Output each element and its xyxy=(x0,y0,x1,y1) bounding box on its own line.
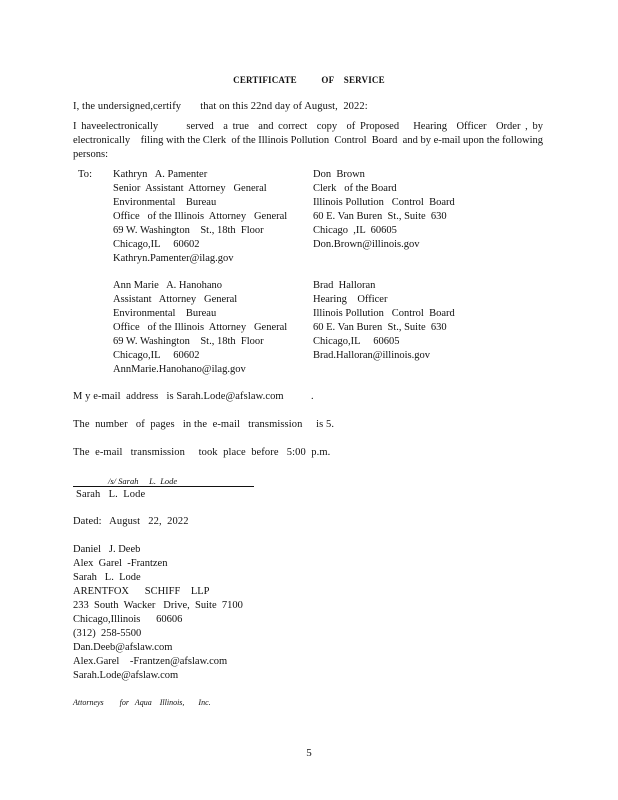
email-address: Don.Brown@illinois.gov xyxy=(313,239,420,250)
email-address: Brad.Halloran@illinois.gov xyxy=(313,350,430,361)
address-line: Clerk of the Board xyxy=(313,183,397,194)
address-line: Chicago ,IL 60605 xyxy=(313,225,397,236)
address-line: Hearing Officer xyxy=(313,294,388,305)
recipient-brad-halloran xyxy=(313,279,455,363)
email-address: Alex.Garel -Frantzen@afslaw.com xyxy=(73,656,228,667)
my-email-line: M y e-mail address is Sarah.Lode@afslaw.com . xyxy=(73,391,314,402)
address-line: Environmental Bureau xyxy=(113,197,217,208)
address-line: Brad Halloran xyxy=(313,280,376,291)
address-line: Ann Marie A. Hanohano xyxy=(113,280,223,291)
firm-city: Chicago,Illinois 60606 xyxy=(73,614,183,625)
service-paragraph: I haveelectronically served a true and correct copy of Proposed Hearing Officer Order , by electronically filing with the Clerk of the Illinois Pollution Control Board and by e-mail upon the following persons: xyxy=(73,121,549,160)
address-line: Illinois Pollution Control Board xyxy=(313,197,455,208)
address-line: Assistant Attorney General xyxy=(113,294,238,305)
firm-phone: (312) 258-5500 xyxy=(73,628,142,639)
address-line: 60 E. Van Buren St., Suite 630 xyxy=(313,211,447,222)
firm-name: ARENTFOX SCHIFF LLP xyxy=(73,586,210,597)
address-line: Environmental Bureau xyxy=(113,308,217,319)
document-title: CERTIFICATE OF SERVICE xyxy=(233,75,385,85)
attorneys-for-line: Attorneys for Aqua Illinois, Inc. xyxy=(73,698,211,707)
address-line: Chicago,IL 60602 xyxy=(113,350,200,361)
address-line: Office of the Illinois Attorney General xyxy=(113,322,288,333)
page-count-line: The number of pages in the e-mail transmission is 5. xyxy=(73,419,335,430)
email-address: Kathryn.Pamenter@ilag.gov xyxy=(113,253,234,264)
attorney-name: Daniel J. Deeb xyxy=(73,544,141,555)
recipient-don-brown xyxy=(313,168,455,252)
email-address: Dan.Deeb@afslaw.com xyxy=(73,642,173,653)
dated-line: Dated: August 22, 2022 xyxy=(73,516,189,527)
address-line: Senior Assistant Attorney General xyxy=(113,183,267,194)
recipient-annmarie-hanohano xyxy=(113,279,287,377)
address-line: Illinois Pollution Control Board xyxy=(313,308,455,319)
email-address: Sarah.Lode@afslaw.com xyxy=(73,670,179,681)
intro-line: I, the undersigned,certify that on this 22nd day of August, 2022: xyxy=(73,101,368,112)
firm-signature-block xyxy=(73,543,243,683)
to-label: To: xyxy=(78,169,93,180)
signature-line xyxy=(73,486,254,487)
address-line: 69 W. Washington St., 18th Floor xyxy=(113,225,264,236)
firm-street: 233 South Wacker Drive, Suite 7100 xyxy=(73,600,243,611)
signer-name: Sarah L. Lode xyxy=(76,489,146,500)
attorney-name: Alex Garel -Frantzen xyxy=(73,558,168,569)
address-line: 69 W. Washington St., 18th Floor xyxy=(113,336,264,347)
email-address: AnnMarie.Hanohano@ilag.gov xyxy=(113,364,246,375)
address-line: Kathryn A. Pamenter xyxy=(113,169,208,180)
address-line: Chicago,IL 60605 xyxy=(313,336,400,347)
electronic-signature: /s/ Sarah L. Lode xyxy=(108,476,178,486)
address-line: 60 E. Van Buren St., Suite 630 xyxy=(313,322,447,333)
transmission-time-line: The e-mail transmission took place before 5:00 p.m. xyxy=(73,447,331,458)
attorney-name: Sarah L. Lode xyxy=(73,572,141,583)
address-line: Office of the Illinois Attorney General xyxy=(113,211,288,222)
address-line: Don Brown xyxy=(313,169,365,180)
recipient-kathryn-pamenter xyxy=(113,168,287,266)
address-line: Chicago,IL 60602 xyxy=(113,239,200,250)
page-number: 5 xyxy=(306,747,312,759)
